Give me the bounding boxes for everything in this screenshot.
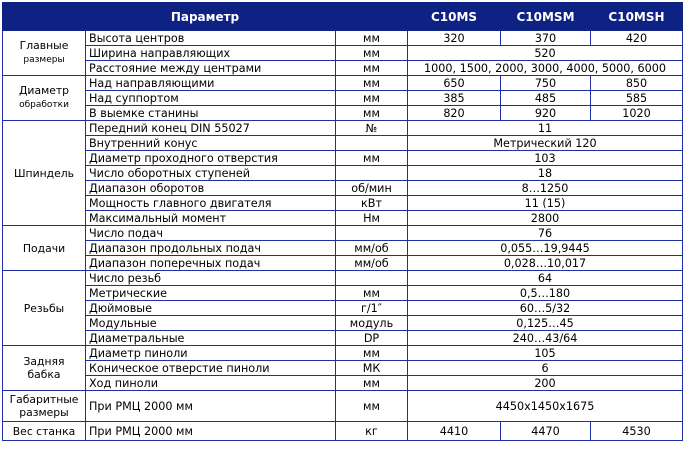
param-name: Диаметр пиноли	[86, 346, 336, 361]
table-row	[3, 31, 683, 46]
group-main-dimensions	[3, 31, 86, 76]
table-row	[3, 106, 683, 121]
value-all-models: 6	[408, 361, 683, 376]
param-unit	[336, 136, 408, 151]
value-c10ms: 4410	[408, 422, 501, 441]
value-all-models: 200	[408, 376, 683, 391]
value-all-models: 60…5/32	[408, 301, 683, 316]
value-all-models: 1000, 1500, 2000, 3000, 4000, 5000, 6000	[408, 61, 683, 76]
param-unit: об/мин	[336, 181, 408, 196]
param-unit: №	[336, 121, 408, 136]
value-c10ms: 650	[408, 76, 501, 91]
table-row	[3, 151, 683, 166]
param-unit: мм	[336, 76, 408, 91]
value-c10msm: 750	[501, 76, 591, 91]
table-row	[3, 226, 683, 241]
param-unit: мм	[336, 106, 408, 121]
group-spindle: Шпиндель	[3, 121, 86, 226]
table-row	[3, 136, 683, 151]
value-c10msh: 585	[591, 91, 683, 106]
param-unit: мм	[336, 346, 408, 361]
param-name: Число подач	[86, 226, 336, 241]
param-name: Число оборотных ступеней	[86, 166, 336, 181]
param-name: Диапазон продольных подач	[86, 241, 336, 256]
value-all-models: 240…43/64	[408, 331, 683, 346]
param-unit: мм/об	[336, 241, 408, 256]
value-c10msh: 850	[591, 76, 683, 91]
header-row	[3, 3, 683, 31]
group-label: Диаметр	[19, 84, 69, 97]
value-c10msh: 4530	[591, 422, 683, 441]
table-row	[3, 46, 683, 61]
group-label: размеры	[23, 55, 65, 65]
param-unit: кВт	[336, 196, 408, 211]
header-model-c10ms: C10MS	[408, 3, 501, 31]
param-name: Мощность главного двигателя	[86, 196, 336, 211]
group-label: обработки	[19, 100, 69, 110]
table-row	[3, 256, 683, 271]
table-row	[3, 211, 683, 226]
param-name: В выемке станины	[86, 106, 336, 121]
table-row	[3, 316, 683, 331]
param-unit	[336, 271, 408, 286]
group-feeds: Подачи	[3, 226, 86, 271]
value-all-models: 0,5…180	[408, 286, 683, 301]
group-label: Габаритные	[9, 393, 79, 406]
group-threads: Резьбы	[3, 271, 86, 346]
value-all-models: 2800	[408, 211, 683, 226]
value-c10msh: 1020	[591, 106, 683, 121]
value-c10ms: 820	[408, 106, 501, 121]
param-unit: модуль	[336, 316, 408, 331]
param-unit: мм	[336, 46, 408, 61]
table-row	[3, 61, 683, 76]
value-c10msm: 920	[501, 106, 591, 121]
table-row	[3, 422, 683, 441]
param-name: Коническое отверстие пиноли	[86, 361, 336, 376]
group-tailstock	[3, 346, 86, 391]
value-all-models: 0,028…10,017	[408, 256, 683, 271]
table-row	[3, 121, 683, 136]
table-row	[3, 361, 683, 376]
param-unit: мм	[336, 376, 408, 391]
param-name: Расстояние между центрами	[86, 61, 336, 76]
value-all-models: 18	[408, 166, 683, 181]
param-unit: г/1″	[336, 301, 408, 316]
param-name: Ширина направляющих	[86, 46, 336, 61]
value-c10ms: 385	[408, 91, 501, 106]
param-name: Диаметральные	[86, 331, 336, 346]
table-row	[3, 376, 683, 391]
group-weight: Вес станка	[3, 422, 86, 441]
param-unit: мм	[336, 31, 408, 46]
param-name: Передний конец DIN 55027	[86, 121, 336, 136]
value-all-models: 76	[408, 226, 683, 241]
header-parameter: Параметр	[3, 3, 408, 31]
param-unit: мм	[336, 61, 408, 76]
value-c10msm: 485	[501, 91, 591, 106]
param-name: Высота центров	[86, 31, 336, 46]
param-name: Дюймовые	[86, 301, 336, 316]
value-all-models: Метрический 120	[408, 136, 683, 151]
table-row	[3, 391, 683, 422]
param-name: Над суппортом	[86, 91, 336, 106]
table-row	[3, 166, 683, 181]
group-label: Задняя	[23, 355, 65, 368]
group-overall-dimensions	[3, 391, 86, 422]
header-model-c10msm: C10MSM	[501, 3, 591, 31]
table-row	[3, 241, 683, 256]
group-label: бабка	[27, 368, 61, 381]
table-row	[3, 271, 683, 286]
table-row	[3, 331, 683, 346]
param-name: Число резьб	[86, 271, 336, 286]
table-row	[3, 181, 683, 196]
value-all-models: 8…1250	[408, 181, 683, 196]
value-c10msh: 420	[591, 31, 683, 46]
param-unit: DP	[336, 331, 408, 346]
value-all-models: 4450x1450x1675	[408, 391, 683, 422]
value-all-models: 103	[408, 151, 683, 166]
group-machining-diameter	[3, 76, 86, 121]
header-model-c10msh: C10MSH	[591, 3, 683, 31]
param-name: Диаметр проходного отверстия	[86, 151, 336, 166]
specifications-table	[2, 2, 683, 441]
param-unit	[336, 166, 408, 181]
param-name: При РМЦ 2000 мм	[86, 391, 336, 422]
value-all-models: 11 (15)	[408, 196, 683, 211]
value-all-models: 0,125…45	[408, 316, 683, 331]
param-unit: мм/об	[336, 256, 408, 271]
value-c10msm: 370	[501, 31, 591, 46]
table-row	[3, 286, 683, 301]
param-name: Ход пиноли	[86, 376, 336, 391]
table-row	[3, 346, 683, 361]
param-unit: мм	[336, 391, 408, 422]
param-name: Модульные	[86, 316, 336, 331]
group-label: Главные	[19, 39, 69, 52]
value-all-models: 11	[408, 121, 683, 136]
param-unit: Нм	[336, 211, 408, 226]
param-unit: МК	[336, 361, 408, 376]
param-unit: кг	[336, 422, 408, 441]
value-c10msm: 4470	[501, 422, 591, 441]
table-row	[3, 196, 683, 211]
param-name: Максимальный момент	[86, 211, 336, 226]
table-row	[3, 91, 683, 106]
param-unit: мм	[336, 151, 408, 166]
param-unit: мм	[336, 286, 408, 301]
param-name: Внутренний конус	[86, 136, 336, 151]
value-all-models: 64	[408, 271, 683, 286]
param-unit: мм	[336, 91, 408, 106]
value-all-models: 520	[408, 46, 683, 61]
value-all-models: 0,055…19,9445	[408, 241, 683, 256]
param-unit	[336, 226, 408, 241]
group-label: размеры	[19, 406, 69, 419]
table-row	[3, 76, 683, 91]
param-name: Над направляющими	[86, 76, 336, 91]
table-row	[3, 301, 683, 316]
value-c10ms: 320	[408, 31, 501, 46]
param-name: Диапазон поперечных подач	[86, 256, 336, 271]
param-name: Диапазон оборотов	[86, 181, 336, 196]
param-name: При РМЦ 2000 мм	[86, 422, 336, 441]
param-name: Метрические	[86, 286, 336, 301]
value-all-models: 105	[408, 346, 683, 361]
